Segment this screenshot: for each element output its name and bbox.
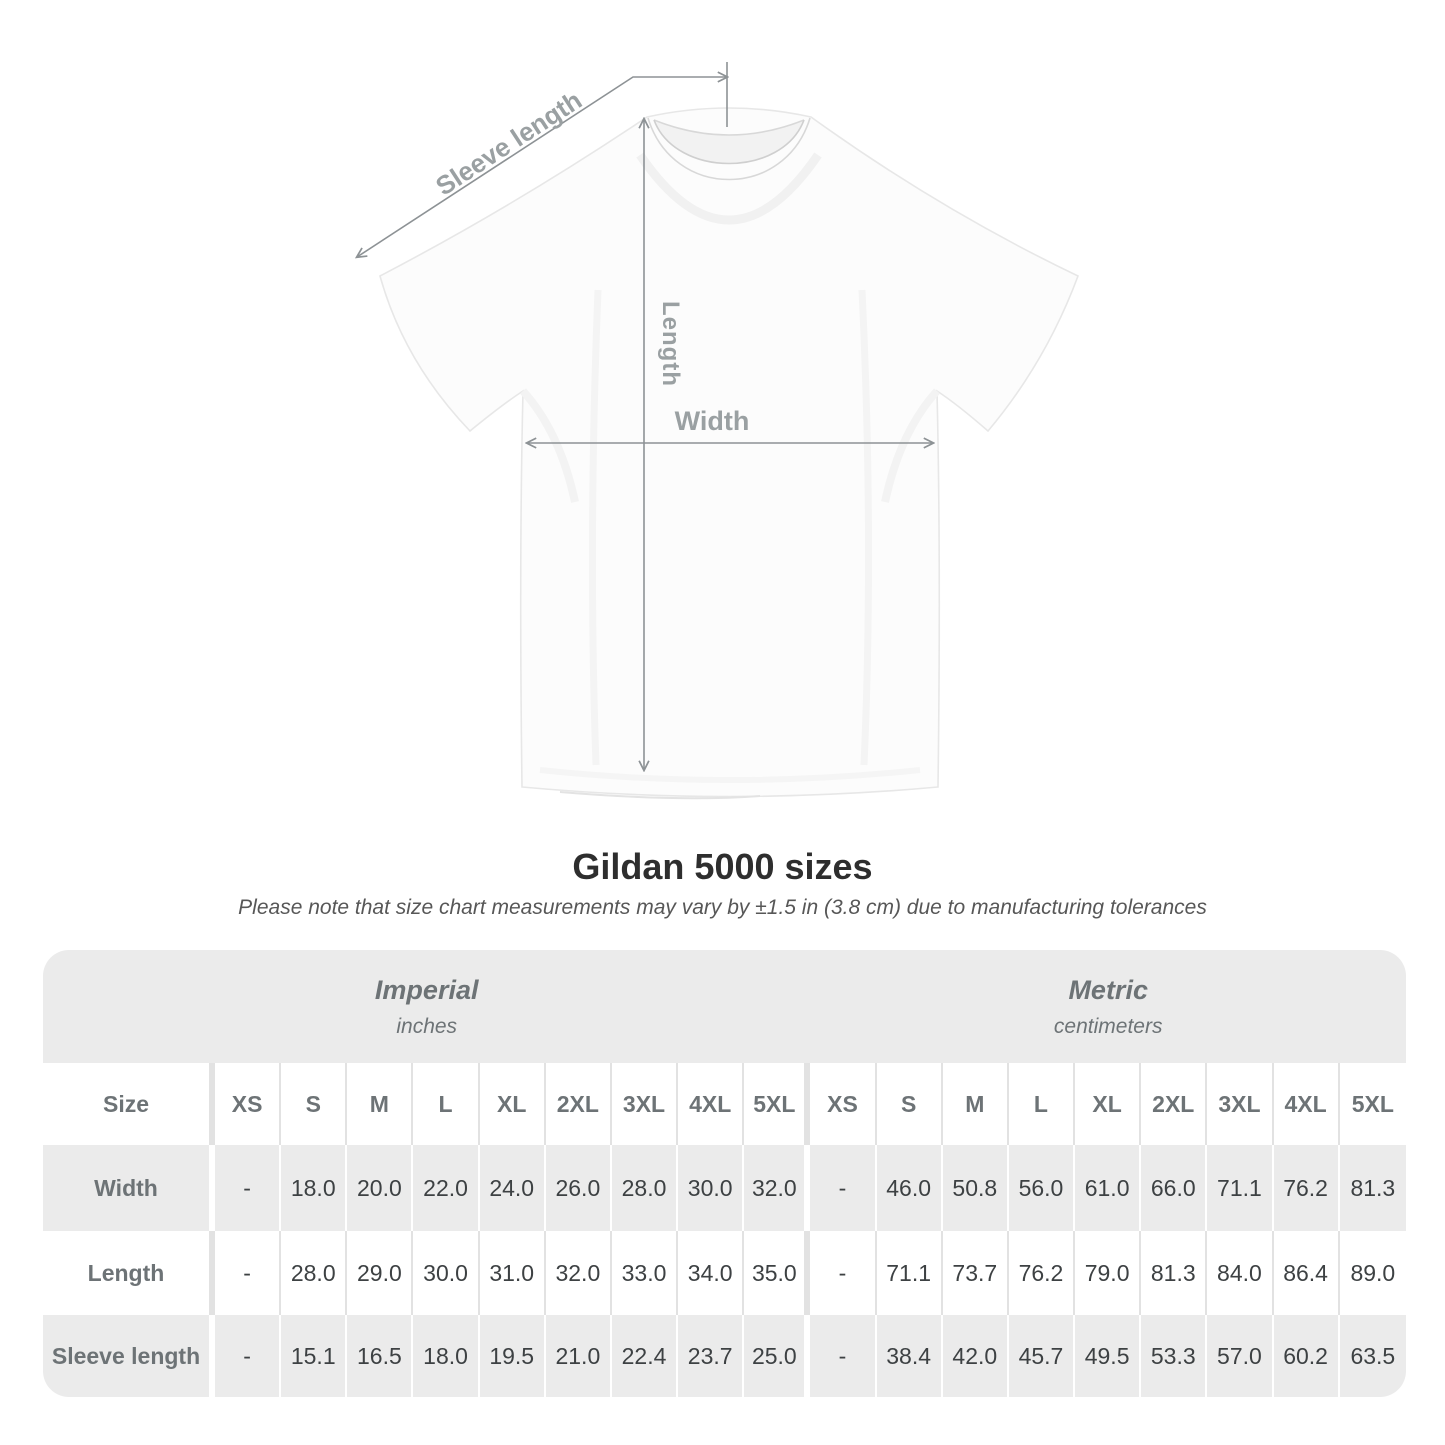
table-cell: - [215,1315,281,1397]
tshirt-outline [380,108,1078,798]
table-cell: 32.0 [744,1145,810,1231]
size-table [43,950,1406,1397]
table-cell: 30.0 [678,1145,744,1231]
table-cell: 71.1 [877,1231,943,1315]
table-cell: 53.3 [1141,1315,1207,1397]
table-cell: 86.4 [1274,1231,1340,1315]
table-cell: 66.0 [1141,1145,1207,1231]
size-header: XS [810,1063,876,1145]
table-cell: 25.0 [744,1315,810,1397]
table-cell: 60.2 [1274,1315,1340,1397]
table-cell: 29.0 [347,1231,413,1315]
size-header: M [347,1063,413,1145]
size-header: 2XL [1141,1063,1207,1145]
table-cell: 22.4 [612,1315,678,1397]
size-column-header: Size [43,1063,215,1145]
table-cell: 63.5 [1350,1342,1396,1369]
table-cell: 46.0 [877,1145,943,1231]
size-header: M [943,1063,1009,1145]
table-row [43,1315,1406,1397]
table-cell: 23.7 [678,1315,744,1397]
size-header: XL [480,1063,546,1145]
size-header: 4XL [1274,1063,1340,1145]
metric-sublabel: centimeters [1053,1014,1163,1038]
width-label: Width [674,406,750,436]
table-cell: - [810,1145,876,1231]
size-header: 3XL [612,1063,678,1145]
table-cell: 30.0 [413,1231,479,1315]
table-cell: 34.0 [678,1231,744,1315]
table-cell: 89.0 [1340,1231,1406,1315]
table-cell: 57.0 [1207,1315,1273,1397]
size-header: 5XL [1340,1063,1406,1145]
table-cell: 35.0 [744,1231,810,1315]
table-cell: 15.1 [281,1315,347,1397]
table-cell: 20.0 [347,1145,413,1231]
table-cell: 33.0 [612,1231,678,1315]
table-cell: - [215,1231,281,1315]
table-cell: - [215,1145,281,1231]
size-header: L [413,1063,479,1145]
table-row [43,1231,1406,1315]
table-cell: 18.0 [281,1145,347,1231]
size-header: S [877,1063,943,1145]
imperial-sublabel: inches [396,1014,458,1038]
table-cell: - [810,1231,876,1315]
row-label: Sleeve length [43,1315,215,1397]
size-header: XL [1075,1063,1141,1145]
size-header: 5XL [744,1063,810,1145]
row-label: Width [43,1145,215,1231]
page-subtitle: Please note that size chart measurements may vary by ±1.5 in (3.8 cm) due to manufacturing tolerances [238,896,1207,919]
metric-label: Metric [1068,974,1148,1005]
imperial-unit-header [43,950,810,1063]
table-cell: 45.7 [1009,1315,1075,1397]
table-row [43,1145,1406,1231]
table-cell: 56.0 [1009,1145,1075,1231]
table-cell: 21.0 [546,1315,612,1397]
size-header: 3XL [1207,1063,1273,1145]
table-cell: 28.0 [612,1145,678,1231]
size-header-row [43,1063,1406,1145]
table-cell: 76.2 [1009,1231,1075,1315]
imperial-label: Imperial [374,974,479,1005]
table-cell: 42.0 [943,1315,1009,1397]
table-cell: 73.7 [943,1231,1009,1315]
length-label: Length [657,301,684,387]
size-header: L [1009,1063,1075,1145]
table-cell: 38.4 [877,1315,943,1397]
table-cell: 19.5 [480,1315,546,1397]
table-cell: 81.3 [1350,1174,1396,1201]
table-cell: - [810,1315,876,1397]
table-cell: 71.1 [1207,1145,1273,1231]
row-label: Length [43,1231,215,1315]
table-cell: 16.5 [347,1315,413,1397]
table-cell: 24.0 [480,1145,546,1231]
size-header: S [281,1063,347,1145]
table-cell: 61.0 [1075,1145,1141,1231]
table-cell: 84.0 [1207,1231,1273,1315]
table-cell: 50.8 [943,1145,1009,1231]
size-header: XS [215,1063,281,1145]
size-header: 2XL [546,1063,612,1145]
table-cell: 31.0 [480,1231,546,1315]
sleeve-length-label: Sleeve length [430,84,588,202]
table-cell: 79.0 [1075,1231,1141,1315]
unit-header-row [43,950,1406,1063]
table-cell: 81.3 [1141,1231,1207,1315]
table-cell: 26.0 [546,1145,612,1231]
table-cell: 22.0 [413,1145,479,1231]
table-cell: 28.0 [281,1231,347,1315]
table-cell: 18.0 [413,1315,479,1397]
metric-unit-header [810,950,1406,1063]
table-cell: 49.5 [1075,1315,1141,1397]
table-cell: 32.0 [546,1231,612,1315]
page-title: Gildan 5000 sizes [572,846,873,887]
size-header: 4XL [678,1063,744,1145]
table-cell: 76.2 [1274,1145,1340,1231]
